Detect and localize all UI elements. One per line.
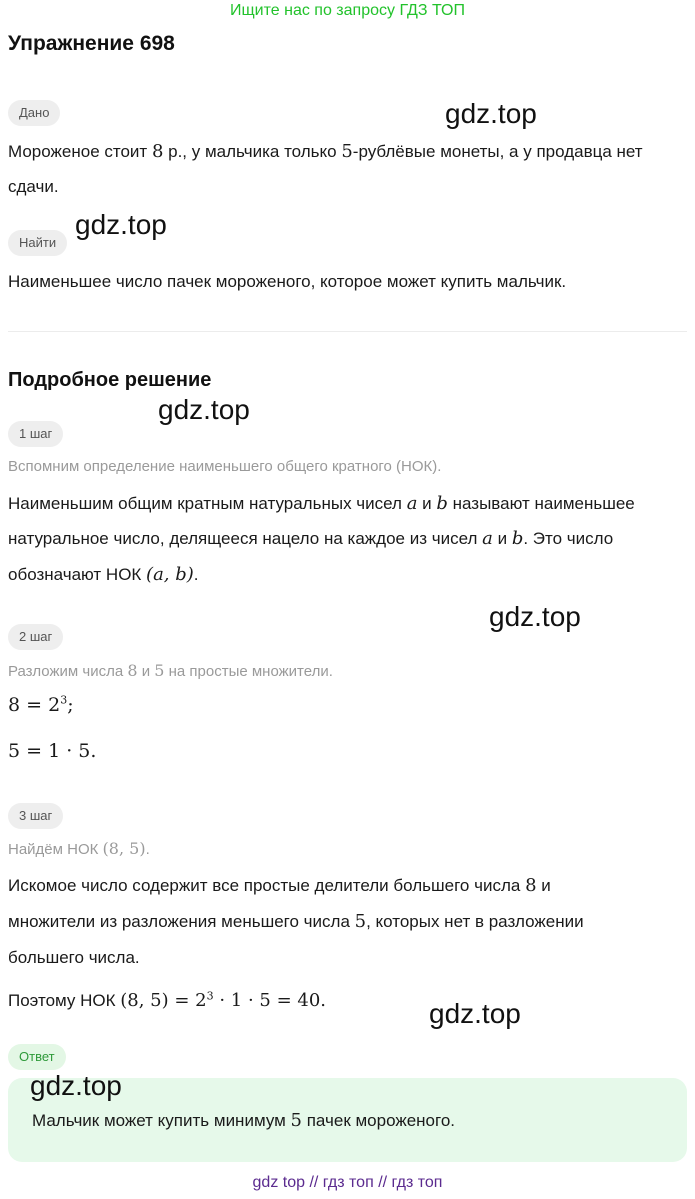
step-2-tag: 2 шаг	[8, 624, 63, 650]
step-2-equation-1: $8 = 2^3$;	[8, 693, 74, 716]
watermark: gdz.top	[489, 601, 581, 632]
step-3-line-4: Поэтому НОК (8, $5) = 2^3 \cdot 1 \cdot 5 = 40$.	[8, 989, 327, 1011]
given-tag: Дано	[8, 100, 60, 126]
watermark: gdz.top	[30, 1070, 122, 1101]
step-3-line-3: большего числа.	[8, 948, 140, 967]
footer-links[interactable]: gdz top // гдз топ // гдз топ	[252, 1174, 443, 1191]
answer-text: Мальчик может купить минимум 5 пачек мороженого.	[32, 1110, 456, 1131]
find-tag: Найти	[8, 230, 67, 256]
watermark: gdz.top	[75, 209, 167, 240]
step-1-tag: 1 шаг	[8, 421, 63, 447]
watermark: gdz.top	[158, 394, 250, 425]
step-2-equation-2: 5 = 1 · 5.	[8, 740, 97, 762]
step-3-subtitle: Найдём НОК (8, 5).	[8, 839, 150, 858]
step-2-subtitle: Разложим числа 8 и 5 на простые множители.	[8, 661, 333, 680]
promo-banner[interactable]: Ищите нас по запросу ГДЗ ТОП	[230, 2, 465, 19]
solution-title: Подробное решение	[8, 369, 212, 391]
watermark: gdz.top	[429, 998, 521, 1029]
step-1-line-2: натуральное число, делящееся нацело на каждое из чисел a и b. Это число	[8, 528, 614, 549]
page-title: Упражнение 698	[8, 32, 175, 55]
step-3-line-1: Искомое число содержит все простые делители большего числа 8 и	[8, 875, 551, 896]
section-divider	[8, 331, 687, 332]
step-3-line-2: множители из разложения меньшего числа 5, которых нет в разложении	[8, 911, 584, 932]
find-text: Наименьшее число пачек мороженого, которое может купить мальчик.	[8, 272, 567, 291]
step-1-subtitle: Вспомним определение наименьшего общего кратного (НОК).	[8, 458, 442, 475]
watermark: gdz.top	[445, 98, 537, 129]
answer-tag: Ответ	[8, 1044, 66, 1070]
step-1-line-3: обозначают НОК (a, b).	[8, 564, 199, 585]
step-1-line-1: Наименьшим общим кратным натуральных чисел a и b называют наименьшее	[8, 493, 635, 514]
given-line-2: сдачи.	[8, 177, 59, 196]
step-3-tag: 3 шаг	[8, 803, 63, 829]
given-line-1: Мороженое стоит 8 р., у мальчика только 5-рублёвые монеты, а у продавца нет	[8, 141, 643, 162]
